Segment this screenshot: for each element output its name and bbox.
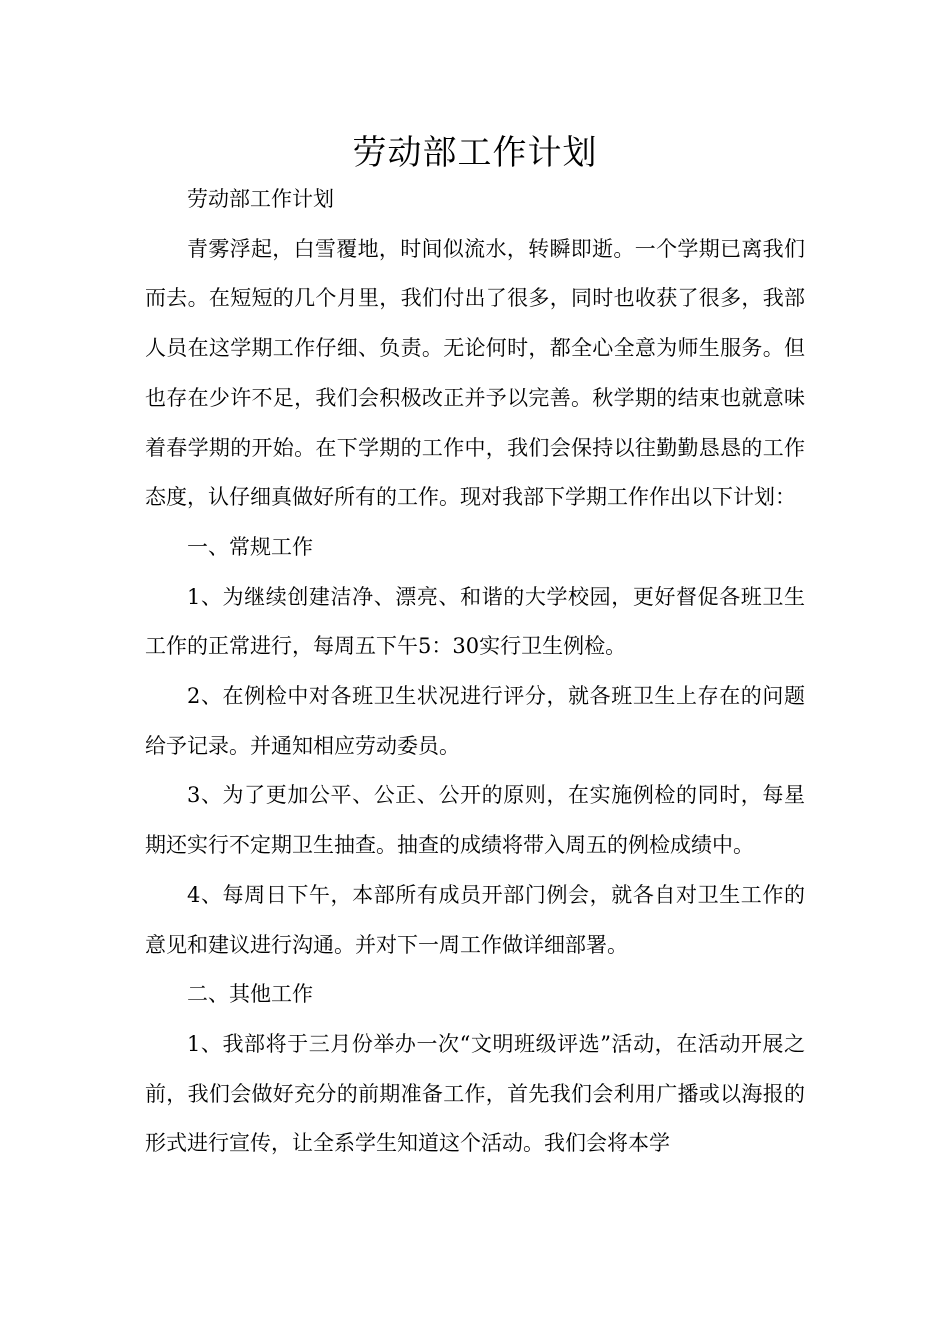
paragraph-item: 2、在例检中对各班卫生状况进行评分，就各班卫生上存在的问题给予记录。并通知相应劳动委员。 (145, 684, 805, 758)
document-body (145, 175, 805, 1169)
paragraph-item: 1、我部将于三月份举办一次“文明班级评选”活动，在活动开展之前，我们会做好充分的前期准备工作，首先我们会利用广播或以海报的形式进行宣传，让全系学生知道这个活动。我们会将本学 (145, 1031, 805, 1156)
paragraph-subtitle: 劳动部工作计划 (187, 187, 334, 211)
section-heading-routine-work: 一、常规工作 (187, 534, 313, 559)
paragraph-item: 3、为了更加公平、公正、公开的原则，在实施例检的同时，每星期还实行不定期卫生抽查。抽查的成绩将带入周五的例检成绩中。 (145, 783, 805, 858)
document-title: 劳动部工作计划 (352, 133, 598, 173)
paragraph-intro: 青雾浮起，白雪覆地，时间似流水，转瞬即逝。一个学期已离我们而去。在短短的几个月里，我们付出了很多，同时也收获了很多，我部人员在这学期工作仔细、负责。无论何时，都全心全意为师生服务。但也存在少许不足，我们会积极改正并予以完善。秋学期的结束也就意味着春学期的开始。在下学期的工作中，我们会保持以往勤勤恳恳的工作态度，认仔细真做好所有的工作。现对我部下学期工作作出以下计划： (145, 236, 805, 510)
section-heading-other-work: 二、其他工作 (187, 982, 313, 1007)
paragraph-item: 1、为继续创建洁净、漂亮、和谐的大学校园，更好督促各班卫生工作的正常进行，每周五下午5：30实行卫生例检。 (145, 584, 805, 659)
paragraph-item: 4、每周日下午，本部所有成员开部门例会，就各自对卫生工作的意见和建议进行沟通。并对下一周工作做详细部署。 (145, 882, 805, 957)
